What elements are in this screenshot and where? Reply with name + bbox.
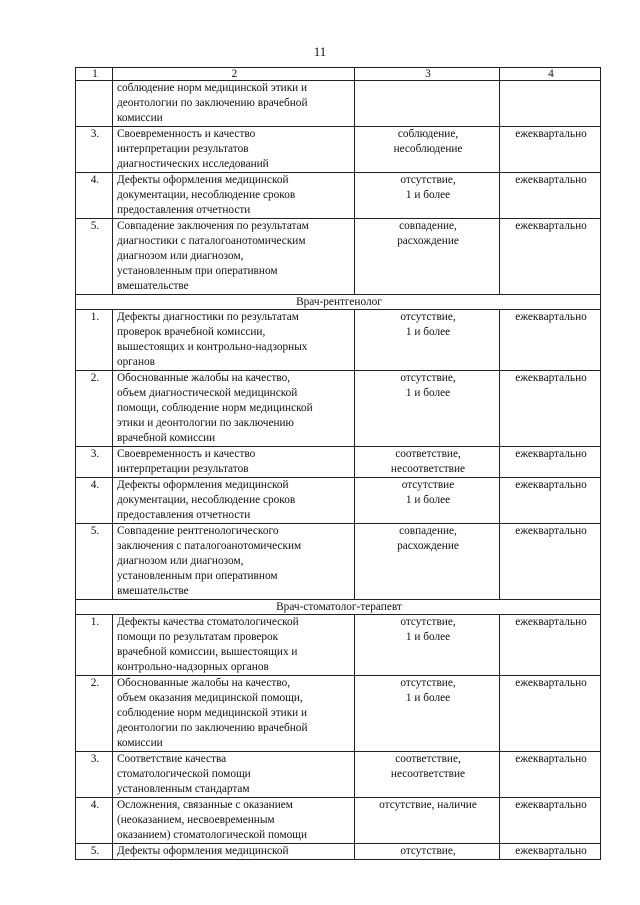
evaluation-value — [355, 81, 500, 127]
table-row — [76, 447, 601, 478]
criterion-text — [113, 219, 355, 295]
frequency: ежеквартально — [500, 615, 601, 676]
evaluation-value-content: отсутствие 1 и более — [401, 479, 455, 506]
evaluation-value — [355, 371, 500, 447]
frequency: ежеквартально — [500, 371, 601, 447]
row-number: 2. — [76, 676, 113, 752]
criterion-text-content: Обоснованные жалобы на качество, объем диагностической медицинской помощи, соблюдение норм медицинской этики и деонтологии по заключению врачебной комиссии — [117, 372, 313, 444]
table-row — [76, 310, 601, 371]
criterion-text — [113, 798, 355, 844]
frequency: ежеквартально — [500, 478, 601, 524]
row-number: 5. — [76, 219, 113, 295]
table-row — [76, 81, 601, 127]
section-header-row — [76, 295, 601, 310]
criterion-text — [113, 173, 355, 219]
frequency: ежеквартально — [500, 524, 601, 600]
header-col-3: 3 — [355, 68, 500, 81]
section-title-dentist: Врач-стоматолог-терапевт — [76, 600, 601, 615]
criterion-text-content: Осложнения, связанные с оказанием (неоказанием, несвоевременным оказанием) стоматологической помощи — [117, 799, 308, 841]
row-number: 1. — [76, 615, 113, 676]
frequency: ежеквартально — [500, 676, 601, 752]
frequency: ежеквартально — [500, 173, 601, 219]
evaluation-value — [355, 310, 500, 371]
row-number: 1. — [76, 310, 113, 371]
table-row — [76, 219, 601, 295]
criterion-text — [113, 310, 355, 371]
row-number: 4. — [76, 798, 113, 844]
table-row — [76, 615, 601, 676]
criterion-text-content: соблюдение норм медицинской этики и деонтологии по заключению врачебной комиссии — [117, 82, 308, 124]
table-row — [76, 524, 601, 600]
frequency — [500, 81, 601, 127]
frequency: ежеквартально — [500, 310, 601, 371]
criterion-text-content: Дефекты качества стоматологической помощи по результатам проверок врачебной комиссии, вышестоящих и контрольно-надзорных органов — [117, 616, 299, 673]
criterion-text-content: Дефекты диагностики по результатам проверок врачебной комиссии, вышестоящих и контрольно-надзорных органов — [117, 311, 308, 368]
section-header-row — [76, 600, 601, 615]
criterion-text-content: Совпадение рентгенологического заключения с паталогоанотомическим диагнозом или диагнозом, установленным при оперативном вмешательстве — [117, 525, 302, 597]
criteria-table — [75, 67, 601, 860]
evaluation-value-content: отсутствие, 1 и более — [400, 372, 456, 399]
frequency: ежеквартально — [500, 127, 601, 173]
table-row — [76, 173, 601, 219]
row-number: 5. — [76, 524, 113, 600]
evaluation-value-content: отсутствие, 1 и более — [400, 174, 456, 201]
evaluation-value-content: соблюдение, несоблюдение — [393, 128, 463, 155]
criterion-text-content: Дефекты оформления медицинской — [117, 845, 289, 857]
evaluation-value-content: отсутствие, 1 и более — [400, 616, 456, 643]
table-row — [76, 371, 601, 447]
criterion-text — [113, 371, 355, 447]
criterion-text — [113, 447, 355, 478]
row-number — [76, 81, 113, 127]
evaluation-value — [355, 844, 500, 860]
criterion-text-content: Обоснованные жалобы на качество, объем оказания медицинской помощи, соблюдение норм медицинской этики и деонтологии по заключению врачебной комиссии — [117, 677, 308, 749]
evaluation-value — [355, 798, 500, 844]
table-row — [76, 676, 601, 752]
criterion-text — [113, 676, 355, 752]
evaluation-value-content: совпадение, расхождение — [397, 525, 459, 552]
section-title-radiologist: Врач-рентгенолог — [76, 295, 601, 310]
header-col-2: 2 — [113, 68, 355, 81]
criterion-text-content: Своевременность и качество интерпретации результатов диагностических исследований — [117, 128, 269, 170]
criterion-text — [113, 81, 355, 127]
evaluation-value — [355, 478, 500, 524]
evaluation-value — [355, 447, 500, 478]
evaluation-value-content: отсутствие, — [400, 845, 456, 857]
evaluation-value-content: отсутствие, 1 и более — [400, 311, 456, 338]
row-number: 3. — [76, 127, 113, 173]
table-header-row — [76, 68, 601, 81]
header-col-4: 4 — [500, 68, 601, 81]
row-number: 3. — [76, 752, 113, 798]
criterion-text — [113, 127, 355, 173]
evaluation-value — [355, 173, 500, 219]
frequency: ежеквартально — [500, 798, 601, 844]
table-row — [76, 798, 601, 844]
evaluation-value — [355, 219, 500, 295]
evaluation-value — [355, 127, 500, 173]
header-col-1: 1 — [76, 68, 113, 81]
criterion-text — [113, 524, 355, 600]
evaluation-value-content: отсутствие, 1 и более — [400, 677, 456, 704]
criterion-text-content: Совпадение заключения по результатам диагностики с паталогоанотомическим диагнозом или диагнозом, установленным при оперативном вмешательстве — [117, 220, 309, 292]
criterion-text-content: Своевременность и качество интерпретации результатов — [117, 448, 256, 475]
evaluation-value — [355, 676, 500, 752]
evaluation-value-content: отсутствие, наличие — [379, 799, 477, 811]
row-number: 2. — [76, 371, 113, 447]
criterion-text — [113, 478, 355, 524]
evaluation-value — [355, 752, 500, 798]
criterion-text-content: Дефекты оформления медицинской документации, несоблюдение сроков предоставления отчетности — [117, 174, 296, 216]
criterion-text-content: Дефекты оформления медицинской документации, несоблюдение сроков предоставления отчетности — [117, 479, 296, 521]
row-number: 5. — [76, 844, 113, 860]
table-row — [76, 127, 601, 173]
criterion-text — [113, 844, 355, 860]
evaluation-value — [355, 524, 500, 600]
frequency: ежеквартально — [500, 447, 601, 478]
evaluation-value-content: соответствие, несоответствие — [390, 448, 466, 475]
evaluation-value — [355, 615, 500, 676]
row-number: 3. — [76, 447, 113, 478]
frequency: ежеквартально — [500, 219, 601, 295]
table-row — [76, 844, 601, 860]
row-number: 4. — [76, 478, 113, 524]
frequency: ежеквартально — [500, 844, 601, 860]
criterion-text — [113, 752, 355, 798]
table-row — [76, 478, 601, 524]
page-number: 11 — [313, 44, 327, 59]
criterion-text-content: Соответствие качества стоматологической помощи установленным стандартам — [117, 753, 251, 795]
row-number: 4. — [76, 173, 113, 219]
evaluation-value-content: соответствие, несоответствие — [390, 753, 466, 780]
evaluation-value-content: совпадение, расхождение — [397, 220, 459, 247]
frequency: ежеквартально — [500, 752, 601, 798]
criterion-text — [113, 615, 355, 676]
table-row — [76, 752, 601, 798]
